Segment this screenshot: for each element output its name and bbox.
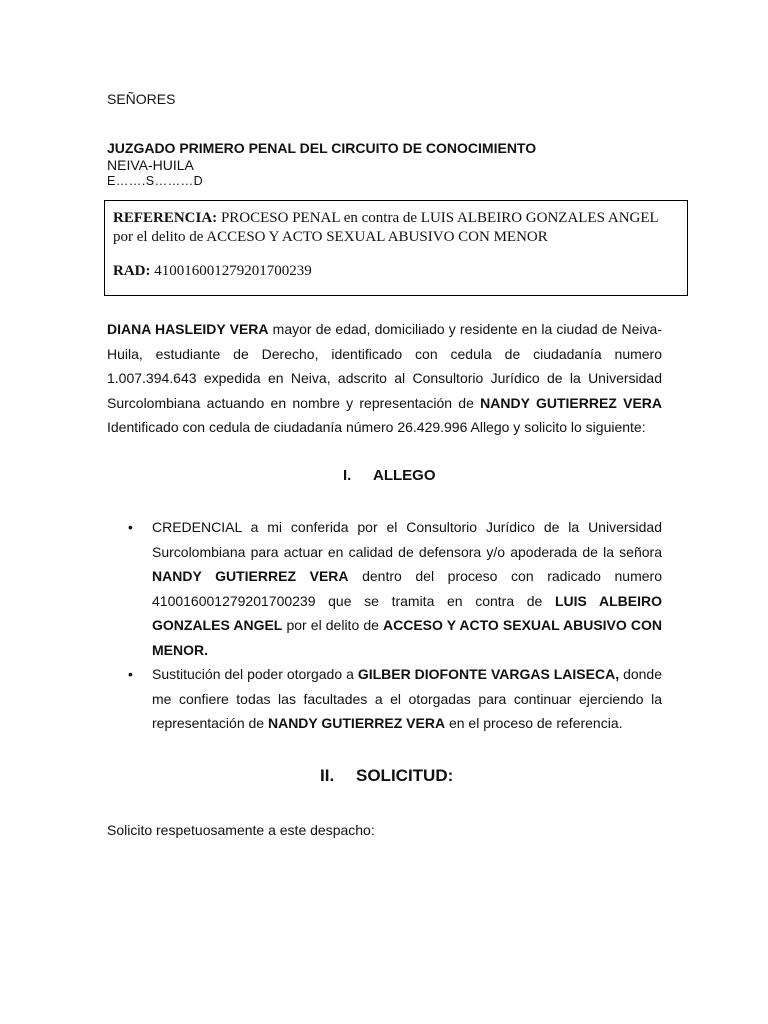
section-title: SOLICITUD: <box>356 766 454 785</box>
bullet-text: en el proceso de referencia. <box>445 715 623 731</box>
intro-text-2: Identificado con cedula de ciudadanía número 26.429.996 Allego y solicito lo siguiente: <box>107 419 646 435</box>
reference-label: REFERENCIA: <box>113 210 218 226</box>
bullet-text: Sustitución del poder otorgado a <box>152 666 358 682</box>
section-title: ALLEGO <box>373 467 436 484</box>
bullet-bold: NANDY GUTIERREZ VERA <box>152 568 349 584</box>
reference-text <box>113 209 673 247</box>
section-number: I. <box>343 467 352 484</box>
rad-value: 410016001279201700239 <box>150 263 312 279</box>
reference-box <box>104 200 688 296</box>
request-line: Solicito respetuosamente a este despacho: <box>107 822 375 838</box>
bullet-text: donde me confiere todas las facultades a el otorgadas para continuar ejerciendo la representación de <box>152 666 662 731</box>
rad-label: RAD: <box>113 263 151 279</box>
salutation: SEÑORES <box>107 91 176 107</box>
section-heading-solicitud <box>320 766 453 786</box>
rad-line <box>113 263 312 280</box>
section-number: II. <box>320 766 335 785</box>
attorney-name: DIANA HASLEIDY VERA <box>107 321 269 337</box>
bullet-icon: • <box>128 519 133 535</box>
bullet-bold: ACCESO Y ACTO SEXUAL ABUSIVO CON MENOR. <box>152 617 662 658</box>
bullet-bold: GILBER DIOFONTE VARGAS LAISECA, <box>357 666 620 682</box>
esd-line: E…….S………D <box>107 174 204 188</box>
bullet-text: dentro del proceso con radicado numero 410016001279201700239 que se tramita en contra de <box>152 568 662 609</box>
bullet-bold: NANDY GUTIERREZ VERA <box>267 715 446 731</box>
reference-description: PROCESO PENAL en contra de LUIS ALBEIRO GONZALES ANGEL por el delito de ACCESO Y ACTO SEXUAL ABUSIVO CON MENOR <box>113 210 659 245</box>
intro-text-1: mayor de edad, domiciliado y residente en la ciudad de Neiva-Huila, estudiante de Derecho, identificado con cedula de ciudadanía numero 1.007.394.643 expedida en Neiva, adscrito al Consultorio Jurídico de la Universidad Surcolombiana actuando en nombre y representación de <box>107 321 662 411</box>
intro-paragraph <box>107 317 662 440</box>
court-city: NEIVA-HUILA <box>107 157 194 173</box>
client-name: NANDY GUTIERREZ VERA <box>480 394 662 411</box>
bullet-text: por el delito de <box>282 617 383 633</box>
allego-list <box>122 515 662 736</box>
bullet-bold: LUIS ALBEIRO GONZALES ANGEL <box>152 592 662 633</box>
bullet-icon: • <box>128 666 133 682</box>
section-heading-allego <box>343 467 436 484</box>
list-item <box>122 515 662 662</box>
list-item <box>122 662 662 736</box>
court-name: JUZGADO PRIMERO PENAL DEL CIRCUITO DE CONOCIMIENTO <box>107 140 537 156</box>
bullet-text: CREDENCIAL a mi conferida por el Consultorio Jurídico de la Universidad Surcolombiana para actuar en calidad de defensora y/o apoderada de la señora <box>152 519 662 560</box>
